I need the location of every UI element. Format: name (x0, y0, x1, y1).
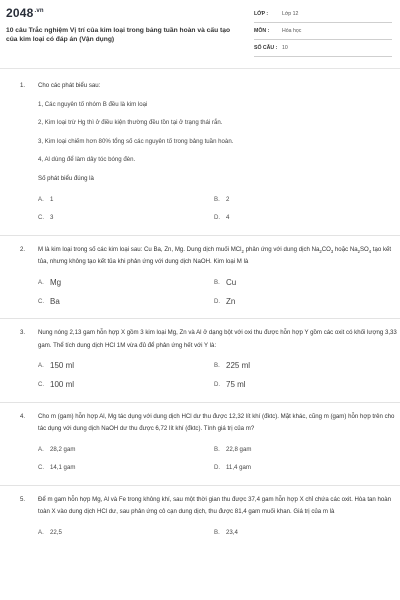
question-divider (0, 402, 400, 403)
question-item (6, 494, 398, 540)
answer-letter: C. (38, 380, 45, 388)
question-text (38, 411, 398, 436)
question-body: Để m gam hỗn hợp Mg, Al và Fe trong không khí, sau một thời gian thu được 37,4 gam hỗn hợp X chỉ chứa các oxit. Hòa tan hoàn toàn X vào dung dịch HCl dư, sau phản ứng cô cạn dung dịch, thu được 81,4 gam muối khan. Giá trị của m là (38, 495, 392, 516)
header-divider (0, 68, 400, 69)
question-item (6, 327, 398, 391)
statement: 2, Kim loại trừ Hg thì ở điều kiện thường đều tồn tại ở trạng thái rắn. (38, 119, 223, 127)
answer-text: 75 ml (226, 379, 246, 389)
meta-row-count (254, 40, 392, 57)
answer-option[interactable] (38, 444, 214, 457)
answer-letter: C. (38, 214, 45, 222)
answer-letter: A. (38, 529, 44, 537)
answer-letter: C. (38, 464, 45, 472)
question-body (38, 244, 398, 269)
text-segment: tạo kết tủa, nhưng không tạo kết tủa khi phản ứng với dung dịch NaOH. Kim loại M là (38, 245, 392, 266)
answer-letter: A. (38, 362, 44, 370)
answer-option[interactable] (214, 462, 390, 475)
answer-options (38, 527, 398, 540)
question-text (38, 494, 398, 519)
text-segment: SO (359, 245, 369, 253)
answer-text: 150 ml (50, 361, 75, 371)
answer-letter: A. (38, 278, 44, 286)
answer-letter: B. (214, 278, 220, 286)
site-logo[interactable] (6, 6, 44, 20)
answer-letter: A. (38, 195, 44, 203)
meta-value: Hóa học (282, 28, 302, 34)
answer-option[interactable] (38, 194, 214, 207)
answer-options (38, 360, 398, 391)
question-number: 4. (20, 412, 26, 420)
question-number: 2. (20, 245, 26, 253)
subscript: 2 (319, 248, 322, 254)
meta-value: 10 (282, 45, 288, 51)
answer-text: 3 (50, 214, 54, 222)
logo-suffix: .vn (34, 8, 44, 14)
subscript: 2 (241, 248, 244, 254)
answer-text: 23,4 (226, 529, 238, 537)
question-text (38, 244, 398, 269)
question-number: 1. (20, 82, 26, 89)
question-text (38, 327, 398, 352)
answer-option[interactable] (214, 379, 390, 392)
answer-text: 11,4 gam (226, 464, 251, 472)
meta-label: LỚP : (254, 11, 269, 17)
statement: 3, Kim loại chiếm hơn 80% tổng số các nguyên tố trong bảng tuần hoàn. (38, 137, 234, 145)
answer-letter: B. (214, 529, 220, 537)
text-segment: CO (321, 245, 331, 253)
subscript: 3 (330, 248, 334, 254)
answer-option[interactable] (214, 277, 390, 290)
answer-letter: B. (214, 195, 220, 203)
question-divider (0, 485, 400, 486)
question-divider (0, 318, 400, 319)
answer-text: 4 (226, 214, 230, 222)
question-list (6, 80, 398, 540)
answer-letter: B. (214, 445, 220, 453)
answer-option[interactable] (214, 527, 390, 540)
answer-option[interactable] (38, 527, 214, 540)
answer-text: Cu (226, 277, 237, 287)
question-number: 5. (20, 495, 26, 503)
answer-option[interactable] (38, 212, 214, 225)
answer-text: 22,8 gam (226, 445, 252, 453)
logo-text: 2048 (6, 6, 34, 20)
question-prompt: Số phát biểu đúng là (38, 174, 94, 182)
answer-options (38, 444, 398, 475)
answer-options (38, 194, 398, 225)
answer-text: Mg (50, 277, 62, 287)
answer-option[interactable] (38, 277, 214, 290)
answer-option[interactable] (38, 296, 214, 309)
question-item (6, 244, 398, 308)
meta-label: SỐ CÂU : (254, 45, 278, 51)
answer-text: 225 ml (226, 361, 251, 371)
answer-text: 22,5 (50, 529, 62, 537)
statement: 1, Các nguyên tố nhóm B đều là kim loại (38, 100, 148, 108)
meta-value: Lớp 12 (282, 11, 299, 17)
answer-text: 100 ml (50, 379, 75, 389)
question-item (6, 80, 398, 225)
answer-option[interactable] (38, 462, 214, 475)
answer-text: 14,1 gam (50, 464, 76, 472)
answer-option[interactable] (214, 194, 390, 207)
answer-letter: C. (38, 297, 45, 305)
answer-option[interactable] (214, 360, 390, 373)
subscript: 4 (368, 248, 372, 254)
subscript: 2 (357, 248, 360, 254)
question-intro: Cho các phát biểu sau: (38, 82, 101, 89)
question-body: Nung nóng 2,13 gam hỗn hợp X gồm 3 kim loại Mg, Zn và Al ở dạng bột với oxi thu được hỗn hợp Y gồm các oxit có khối lượng 3,33 gam. Thể tích dung dịch HCl 1M vừa đủ để phản ứng hết với Y là: (38, 329, 397, 349)
text-segment: phản ứng với dung dịch Na (243, 245, 320, 253)
answer-option[interactable] (214, 212, 390, 225)
answer-option[interactable] (214, 444, 390, 457)
answer-options (38, 277, 398, 308)
text-segment: M là kim loại trong số các kim loại sau: Cu Ba, Zn, Mg. Dung dịch muối MCl (38, 245, 242, 253)
answer-text: 28,2 gam (50, 445, 76, 453)
answer-text: 1 (50, 195, 54, 203)
question-item (6, 411, 398, 475)
question-text (38, 80, 398, 186)
answer-letter: D. (214, 297, 221, 305)
answer-text: Ba (50, 296, 60, 306)
answer-text: 2 (226, 195, 230, 203)
answer-option[interactable] (38, 379, 214, 392)
answer-letter: D. (214, 380, 221, 388)
question-divider (0, 235, 400, 236)
meta-table (254, 6, 392, 57)
document-title: 10 câu Trắc nghiệm Vị trí của kim loại trong bảng tuần hoàn và cấu tạo của kim loại có đáp án (Vận dụng) (6, 27, 231, 43)
answer-letter: D. (214, 214, 221, 222)
answer-text: Zn (226, 296, 236, 306)
answer-letter: A. (38, 445, 44, 453)
page-header (0, 0, 400, 66)
meta-row-subject (254, 23, 392, 40)
question-body: Cho m (gam) hỗn hợp Al, Mg tác dụng với dung dịch HCl dư thu được 12,32 lít khí (đktc). Mặt khác, cũng m (gam) hỗn hợp trên cho tác dụng với dung dịch NaOH dư thu được 6,72 lít khí (đktc). Tính giá trị của m? (38, 412, 395, 433)
answer-letter: D. (214, 464, 221, 472)
meta-row-class (254, 6, 392, 23)
statement: 4, Al dùng để làm dây tóc bóng đèn. (38, 156, 136, 164)
answer-option[interactable] (214, 296, 390, 309)
meta-label: MÔN : (254, 28, 270, 34)
answer-option[interactable] (38, 360, 214, 373)
text-segment: hoặc Na (333, 245, 358, 253)
question-number: 3. (20, 329, 26, 337)
answer-letter: B. (214, 362, 220, 370)
